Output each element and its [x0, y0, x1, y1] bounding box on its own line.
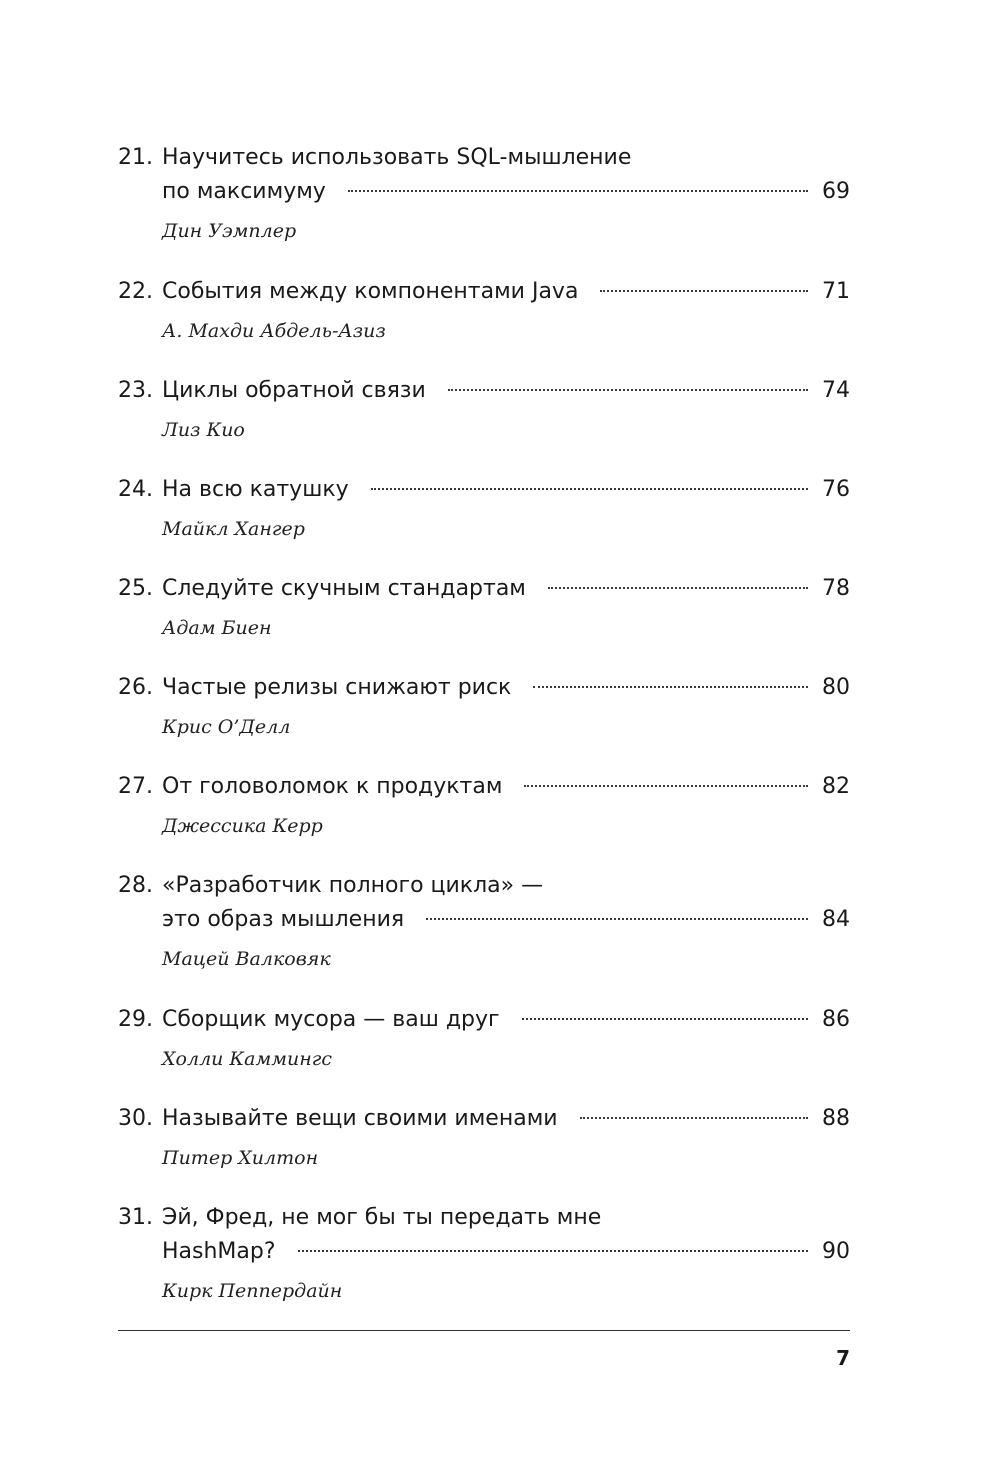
- dot-leader: [548, 587, 808, 589]
- toc-entry[interactable]: [118, 869, 850, 973]
- dot-leader: [522, 1018, 808, 1020]
- toc-entry-leader-line: [118, 1003, 850, 1037]
- dot-leader: [298, 1250, 808, 1252]
- toc-entry-leader-line: [118, 473, 850, 507]
- toc-entry-author: Майкл Хангер: [162, 518, 305, 540]
- dot-leader: [600, 290, 808, 292]
- toc-entry[interactable]: [118, 374, 850, 444]
- toc-entry-number: 25.: [118, 576, 153, 601]
- toc-entry-leader-line: [118, 1102, 850, 1136]
- toc-entry-number: 30.: [118, 1106, 153, 1131]
- toc-entry-title: HashMap?: [162, 1239, 276, 1264]
- toc-entry[interactable]: [118, 572, 850, 642]
- toc-entry[interactable]: [118, 1003, 850, 1073]
- toc-entry-first-line: [118, 869, 850, 903]
- dot-leader: [533, 686, 808, 688]
- toc-entry-leader-line: [118, 275, 850, 309]
- toc-entry[interactable]: [118, 770, 850, 840]
- toc-entry-author: Мацей Валковяк: [162, 948, 331, 970]
- toc-entry-first-line: [118, 1201, 850, 1235]
- toc-entry[interactable]: [118, 1201, 850, 1305]
- dot-leader: [448, 389, 808, 391]
- toc-entry-author: Дин Уэмплер: [162, 220, 297, 242]
- toc-entry-leader-line: [118, 671, 850, 705]
- toc-entry-title: Частые релизы снижают риск: [162, 675, 512, 700]
- toc-entry-title: Сборщик мусора — ваш друг: [162, 1007, 500, 1032]
- toc-entry-leader-line: [118, 572, 850, 606]
- toc-entry-title: Эй, Фред, не мог бы ты передать мне: [162, 1205, 602, 1230]
- footer-divider: [118, 1330, 850, 1331]
- toc-entry-number: 22.: [118, 279, 153, 304]
- toc-entry-page: 74: [822, 378, 850, 403]
- toc-entry-leader-line: [118, 770, 850, 804]
- toc-entry-title: это образ мышления: [162, 907, 405, 932]
- toc-entry-author: Адам Биен: [162, 617, 272, 639]
- toc-entry-page: 86: [822, 1007, 850, 1032]
- toc-entry-leader-line: [118, 374, 850, 408]
- toc-entry-author: Холли Каммингс: [162, 1048, 332, 1070]
- toc-entry-page: 84: [822, 907, 850, 932]
- page-number: 7: [836, 1346, 850, 1370]
- toc-entry-number: 31.: [118, 1205, 153, 1230]
- toc-entry-page: 78: [822, 576, 850, 601]
- toc-entry-title: На всю катушку: [162, 477, 349, 502]
- toc-entry-number: 27.: [118, 774, 153, 799]
- toc-entry[interactable]: [118, 275, 850, 345]
- toc-entry-page: 90: [822, 1239, 850, 1264]
- toc-entry-leader-line: [118, 175, 850, 209]
- toc-entry-number: 28.: [118, 873, 153, 898]
- dot-leader: [524, 785, 808, 787]
- toc-entry[interactable]: [118, 671, 850, 741]
- toc-entry-title: Называйте вещи своими именами: [162, 1106, 558, 1131]
- toc-entry-title: по максимуму: [162, 179, 326, 204]
- toc-entry-author: Лиз Кио: [162, 419, 245, 441]
- toc-entry-title: «Разработчик полного цикла» —: [162, 873, 544, 898]
- dot-leader: [348, 190, 808, 192]
- toc-entry-leader-line: [118, 1235, 850, 1269]
- toc-entry-number: 23.: [118, 378, 153, 403]
- toc-entry-first-line: [118, 141, 850, 175]
- toc-entry[interactable]: [118, 1102, 850, 1172]
- toc-entry-author: Крис О’Делл: [162, 716, 291, 738]
- toc-entry-page: 82: [822, 774, 850, 799]
- toc-entry-title: Научитесь использовать SQL-мышление: [162, 145, 632, 170]
- toc-entry-number: 26.: [118, 675, 153, 700]
- toc-entry-number: 24.: [118, 477, 153, 502]
- toc-entry-author: Кирк Пеппердайн: [162, 1280, 343, 1302]
- toc-entry-title: Следуйте скучным стандартам: [162, 576, 526, 601]
- dot-leader: [426, 918, 808, 920]
- toc-entry-title: Циклы обратной связи: [162, 378, 426, 403]
- toc-entry-author: Джессика Керр: [162, 815, 323, 837]
- toc-entry-page: 80: [822, 675, 850, 700]
- toc-entry-page: 88: [822, 1106, 850, 1131]
- toc-entry[interactable]: [118, 473, 850, 543]
- dot-leader: [371, 488, 808, 490]
- toc-entry-number: 29.: [118, 1007, 153, 1032]
- toc-entry-page: 69: [822, 179, 850, 204]
- toc-entry-author: Питер Хилтон: [162, 1147, 319, 1169]
- dot-leader: [580, 1117, 808, 1119]
- toc-entry-number: 21.: [118, 145, 153, 170]
- toc-entry[interactable]: [118, 141, 850, 245]
- toc-entry-title: События между компонентами Java: [162, 279, 579, 304]
- toc-entry-page: 76: [822, 477, 850, 502]
- toc-entry-leader-line: [118, 903, 850, 937]
- toc-entry-author: А. Махди Абдель-Азиз: [162, 320, 386, 342]
- toc-entry-title: От головоломок к продуктам: [162, 774, 503, 799]
- toc-entry-page: 71: [822, 279, 850, 304]
